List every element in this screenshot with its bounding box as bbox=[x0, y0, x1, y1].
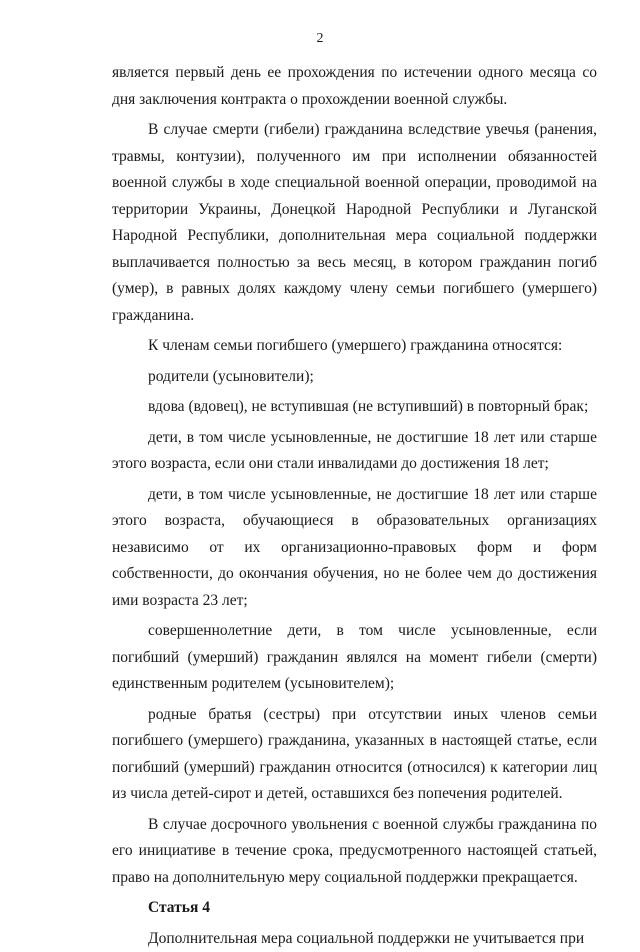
paragraph-continuation: является первый день ее прохождения по истечении одного месяца со дня заключения контракта о прохождении военной службы. bbox=[112, 60, 597, 113]
paragraph-article-4: Дополнительная мера социальной поддержки не учитывается при bbox=[112, 926, 597, 952]
page-number: 2 bbox=[0, 31, 640, 47]
article-heading: Статья 4 bbox=[112, 895, 597, 922]
list-item-adult-children: совершеннолетние дети, в том числе усыновленные, если погибший (умерший) гражданин являлся на момент гибели (смерти) единственным родителем (усыновителем); bbox=[112, 618, 597, 698]
paragraph-early-dismissal: В случае досрочного увольнения с военной службы гражданина по его инициативе в течение срока, предусмотренного настоящей статьей, право на дополнительную меру социальной поддержки прекращается. bbox=[112, 812, 597, 892]
list-item-children-disabled: дети, в том числе усыновленные, не достигшие 18 лет или старше этого возраста, если они стали инвалидами до достижения 18 лет; bbox=[112, 425, 597, 478]
list-item-children-students: дети, в том числе усыновленные, не достигшие 18 лет или старше этого возраста, обучающиеся в образовательных организациях независимо от их организационно-правовых форм и форм собственности, до окончания обучения, но не более чем до достижения ими возраста 23 лет; bbox=[112, 482, 597, 615]
list-item-siblings: родные братья (сестры) при отсутствии иных членов семьи погибшего (умершего) гражданина, указанных в настоящей статье, если погибший (умерший) гражданин относится (относился) к категории лиц из числа детей-сирот и детей, оставшихся без попечения родителей. bbox=[112, 702, 597, 808]
list-item-parents: родители (усыновители); bbox=[112, 364, 597, 391]
document-body bbox=[112, 60, 597, 952]
paragraph-family-members-intro: К членам семьи погибшего (умершего) гражданина относятся: bbox=[112, 333, 597, 360]
paragraph-death-case: В случае смерти (гибели) гражданина вследствие увечья (ранения, травмы, контузии), полученного им при исполнении обязанностей военной службы в ходе специальной военной операции, проводимой на территории Украины, Донецкой Народной Республики и Луганской Народной Республики, дополнительная мера социальной поддержки выплачивается полностью за весь месяц, в котором гражданин погиб (умер), в равных долях каждому члену семьи погибшего (умершего) гражданина. bbox=[112, 117, 597, 329]
list-item-widow: вдова (вдовец), не вступившая (не вступивший) в повторный брак; bbox=[112, 394, 597, 421]
